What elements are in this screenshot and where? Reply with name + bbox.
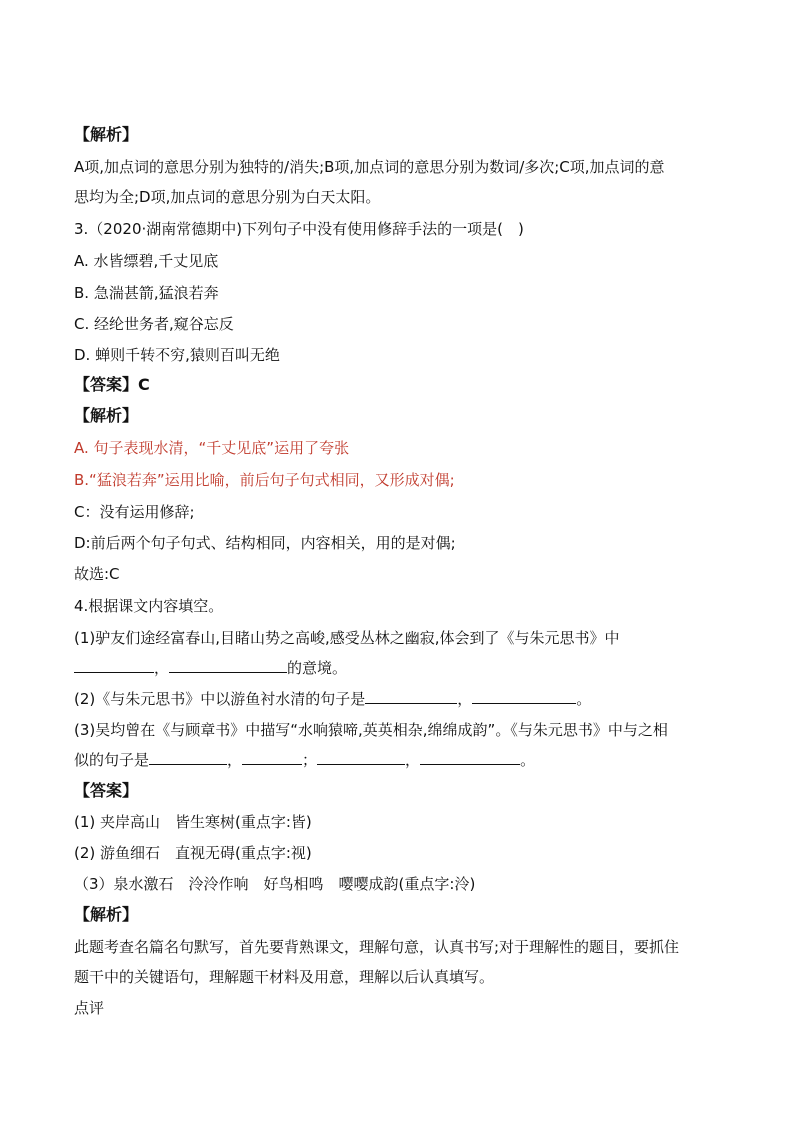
q4-item3-text: (3)吴均曾在《与顾章书》中描写“水响猿啼,英英相杂,绵绵成韵”。《与朱元思书》中与之相 <box>74 721 668 739</box>
q2-analysis-heading: 【解析】 <box>74 125 139 144</box>
answer-blank[interactable] <box>74 657 154 673</box>
q4-answer-2: (2) 游鱼细石 直视无碍(重点字:视) <box>74 844 312 862</box>
q3-answer: 【答案】C <box>74 375 150 394</box>
answer-blank[interactable] <box>242 749 302 765</box>
q4-answer-3: （3）泉水激石 泠泠作响 好鸟相鸣 嘤嘤成韵(重点字:泠) <box>74 875 476 893</box>
q3-option-d: D. 蝉则千转不穷,猿则百叫无绝 <box>74 346 280 364</box>
q4-item1-tail: 的意境。 <box>287 659 348 677</box>
q3-analysis-heading: 【解析】 <box>74 406 139 425</box>
q4-stem: 4.根据课文内容填空。 <box>74 597 224 615</box>
answer-blank[interactable] <box>169 657 287 673</box>
q3-option-b: B. 急湍甚箭,猛浪若奔 <box>74 284 219 302</box>
q4-item1-blanks: ， 的意境。 <box>74 657 734 679</box>
answer-blank[interactable] <box>317 749 405 765</box>
q4-item2-text: (2)《与朱元思书》中以游鱼衬水清的句子是 <box>74 690 366 708</box>
q4-answer-heading: 【答案】 <box>74 781 139 800</box>
q2-analysis-line-1: A项,加点词的意思分别为独特的/消失;B项,加点词的意思分别为数词/多次;C项,加点词的意 <box>74 158 665 176</box>
answer-blank[interactable] <box>472 688 576 704</box>
q4-comment: 点评 <box>74 999 105 1017</box>
q4-analysis-line-1: 此题考查名篇名句默写，首先要背熟课文，理解句意，认真书写;对于理解性的题目，要抓住 <box>74 938 680 956</box>
q3-option-c: C. 经纶世务者,窥谷忘反 <box>74 315 234 333</box>
q2-analysis-line-2: 思均为全;D项,加点词的意思分别为白天太阳。 <box>74 188 381 206</box>
q4-item1-text: (1)驴友们途经富春山,目睹山势之高峻,感受丛林之幽寂,体会到了《与朱元思书》中 <box>74 629 620 647</box>
q4-item2: (2)《与朱元思书》中以游鱼衬水清的句子是 ， 。 <box>74 690 592 708</box>
q4-item3-prefix: 似的句子是 <box>74 751 150 769</box>
answer-blank[interactable] <box>420 749 520 765</box>
q3-choice: 故选:C <box>74 565 120 583</box>
q3-stem: 3.（2020·湖南常德期中)下列句子中没有使用修辞手法的一项是( ) <box>74 220 524 238</box>
q4-analysis-heading: 【解析】 <box>74 905 139 924</box>
q3-option-a: A. 水皆缥碧,千丈见底 <box>74 252 219 270</box>
q3-analysis-d: D:前后两个句子句式、结构相同，内容相关，用的是对偶; <box>74 534 456 552</box>
q3-analysis-c: C：没有运用修辞; <box>74 503 195 521</box>
q4-item3-blanks: 似的句子是 ， ； ， 。 <box>74 751 536 769</box>
q3-analysis-b: B.“猛浪若奔”运用比喻，前后句子句式相同，又形成对偶; <box>74 471 455 489</box>
q3-analysis-a: A. 句子表现水清，“千丈见底”运用了夸张 <box>74 439 350 457</box>
answer-blank[interactable] <box>149 749 227 765</box>
q4-analysis-line-2: 题干中的关键语句，理解题干材料及用意，理解以后认真填写。 <box>74 968 495 986</box>
answer-blank[interactable] <box>365 688 457 704</box>
q4-answer-1: (1) 夹岸高山 皆生寒树(重点字:皆) <box>74 813 312 831</box>
